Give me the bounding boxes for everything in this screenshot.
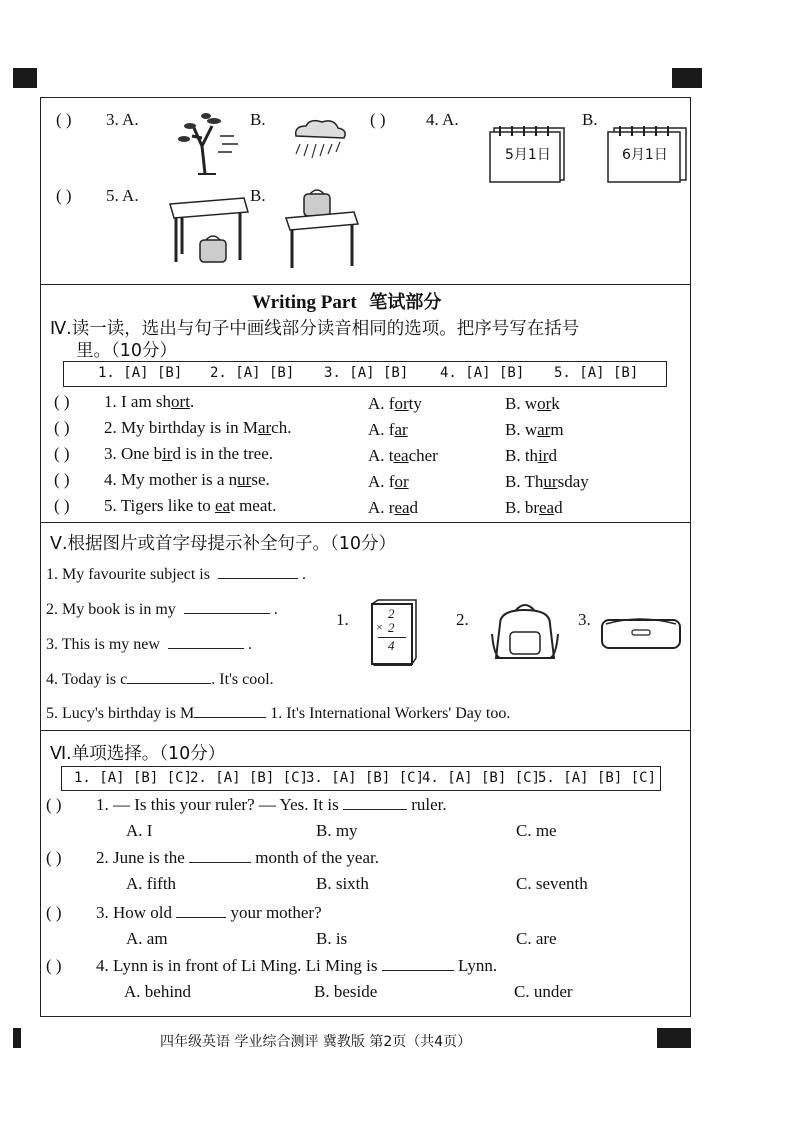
phonics-option-a	[368, 446, 438, 466]
option-b-start: B. br	[505, 498, 539, 517]
choice-question-end: your mother?	[230, 903, 322, 922]
section6-heading: Ⅵ.单项选择。（10分）	[50, 744, 226, 764]
option-a-end: d	[409, 498, 419, 517]
phonics-paren[interactable]: ( )	[54, 392, 70, 411]
phonics-sentence	[104, 470, 270, 490]
fill-sentence-1	[46, 566, 306, 584]
choice-paren[interactable]: ( )	[46, 903, 62, 922]
choice-slot-1[interactable]: 1. [A] [B] [C]	[74, 770, 193, 786]
book-math-op: ×	[376, 620, 383, 634]
phonics-sentence-end: ch.	[271, 418, 292, 437]
fill-blank-5[interactable]	[194, 716, 266, 718]
choice-question	[96, 956, 497, 976]
phonics-sentence	[104, 392, 194, 412]
answer-slot-5[interactable]: 5. [A] [B]	[554, 365, 639, 381]
phonics-underlined: ea	[215, 496, 231, 515]
choice-option-c: C. under	[514, 982, 573, 1001]
q3-option-b: B.	[250, 110, 266, 129]
bag-on-desk-icon	[282, 190, 364, 270]
choice-option-b: B. my	[316, 821, 358, 840]
option-b-end: k	[551, 394, 560, 413]
q5-number: 5. A.	[106, 186, 139, 205]
phonics-option-b	[505, 498, 563, 518]
phonics-underlined: ur	[237, 470, 252, 489]
fill-sentence-3	[46, 636, 252, 654]
choice-question-text: 4. Lynn is in front of Li Ming. Li Ming is	[96, 956, 378, 975]
choice-question-end: Lynn.	[457, 956, 498, 975]
phonics-underlined: ir	[162, 444, 173, 463]
phonics-sentence	[104, 444, 273, 464]
fill-sentence-4-text: 4. Today is c	[46, 671, 128, 688]
choice-option-c: C. seventh	[516, 874, 588, 893]
phonics-option-b	[505, 420, 564, 440]
option-a-underlined: ea	[394, 498, 410, 517]
answer-slot-3[interactable]: 3. [A] [B]	[324, 365, 409, 381]
choice-option-a: A. I	[126, 821, 153, 840]
calendar-b-date: 6月1日	[622, 147, 668, 163]
fill-blank-2[interactable]	[184, 612, 270, 614]
fill-sentence-3-end: .	[247, 636, 252, 653]
phonics-option-b	[505, 472, 589, 492]
fill-sentence-2-end: .	[273, 601, 278, 618]
fill-blank-4[interactable]	[127, 682, 211, 684]
phonics-sentence-start: 3. One b	[104, 444, 163, 463]
fill-sentence-1-text: 1. My favourite subject is	[46, 566, 210, 583]
option-a-underlined: ea	[393, 446, 409, 465]
phonics-underlined: ort	[171, 392, 190, 411]
phonics-sentence-start: 1. I am sh	[104, 392, 172, 411]
q4-option-b: B.	[582, 110, 598, 129]
phonics-paren[interactable]: ( )	[54, 496, 70, 515]
option-b-underlined: ir	[538, 446, 549, 465]
choice-slot-2[interactable]: 2. [A] [B] [C]	[190, 770, 309, 786]
choice-paren[interactable]: ( )	[46, 795, 62, 814]
fill-sentence-4-end: . It's cool.	[211, 671, 274, 688]
option-b-underlined: or	[537, 394, 552, 413]
phonics-sentence-start: 5. Tigers like to	[104, 496, 215, 515]
option-a-underlined: or	[394, 394, 409, 413]
option-b-end: d	[554, 498, 563, 517]
book-math-result: 4	[388, 638, 395, 653]
divider-writing	[40, 284, 691, 285]
section4-heading: Ⅳ.读一读，选出与句子中画线部分读音相同的选项。把序号写在括号	[50, 319, 580, 339]
phonics-option-b	[505, 446, 557, 466]
choice-option-b: B. is	[316, 929, 348, 948]
fill-sentence-2	[46, 601, 278, 619]
answer-slot-1[interactable]: 1. [A] [B]	[98, 365, 183, 381]
windy-tree-icon	[172, 106, 242, 176]
phonics-paren[interactable]: ( )	[54, 470, 70, 489]
choice-question	[96, 848, 379, 868]
answer-slot-4[interactable]: 4. [A] [B]	[440, 365, 525, 381]
option-b-underlined: ar	[537, 420, 551, 439]
phonics-paren[interactable]: ( )	[54, 418, 70, 437]
option-b-start: B. w	[505, 420, 538, 439]
choice-slot-5[interactable]: 5. [A] [B] [C]	[538, 770, 657, 786]
choice-option-a: A. am	[126, 929, 168, 948]
phonics-sentence-start: 2. My birthday is in M	[104, 418, 258, 437]
choice-paren[interactable]: ( )	[46, 848, 62, 867]
choice-option-a: A. behind	[124, 982, 192, 1001]
q5-option-b: B.	[250, 186, 266, 205]
option-a-underlined: or	[394, 472, 409, 491]
choice-slot-3[interactable]: 3. [A] [B] [C]	[306, 770, 425, 786]
phonics-sentence-end: .	[189, 392, 195, 411]
schoolbag-icon	[490, 604, 560, 664]
section5-heading: Ⅴ.根据图片或首字母提示补全句子。（10分）	[50, 534, 397, 554]
choice-question-text: 2. June is the	[96, 848, 185, 867]
fill-sentence-4	[46, 671, 274, 689]
fill-sentence-1-end: .	[301, 566, 306, 583]
choice-paren[interactable]: ( )	[46, 956, 62, 975]
book-math-a: 2	[388, 606, 395, 621]
book-math-b: 2	[388, 620, 395, 635]
choice-question-end: month of the year.	[255, 848, 379, 867]
option-a-start: A. f	[368, 472, 395, 491]
divider-section6	[40, 730, 691, 731]
section4-heading-cont: 里。（10分）	[76, 341, 178, 361]
registration-mark-bottom-left	[13, 1028, 21, 1048]
answer-slot-2[interactable]: 2. [A] [B]	[210, 365, 295, 381]
phonics-underlined: ar	[257, 418, 272, 437]
choice-option-b: B. beside	[314, 982, 378, 1001]
option-b-start: B. th	[505, 446, 539, 465]
choice-question	[96, 903, 322, 923]
phonics-sentence-end: t meat.	[230, 496, 277, 515]
phonics-option-a	[368, 420, 408, 440]
pencil-box-icon	[598, 612, 684, 652]
q4-paren[interactable]: ( )	[370, 110, 386, 129]
picture-label-3: 3.	[578, 610, 591, 629]
phonics-sentence	[104, 418, 291, 438]
rain-cloud-icon	[290, 118, 350, 168]
picture-label-1: 1.	[336, 610, 349, 629]
choice-option-b: B. sixth	[316, 874, 369, 893]
phonics-option-a	[368, 394, 422, 414]
q5-paren[interactable]: ( )	[56, 186, 72, 205]
option-a-start: A. f	[368, 420, 395, 439]
phonics-option-a	[368, 472, 409, 492]
picture-label-2: 2.	[456, 610, 469, 629]
fill-sentence-5-text: 5. Lucy's birthday is M	[46, 705, 195, 722]
choice-option-c: C. are	[516, 929, 557, 948]
option-b-end: sday	[557, 472, 589, 491]
writing-part-title-en: Writing Part	[252, 292, 357, 313]
choice-blank	[176, 916, 226, 918]
registration-mark-top-left	[13, 68, 37, 88]
choice-blank	[343, 808, 407, 810]
option-b-end: m	[550, 420, 564, 439]
option-a-end: cher	[408, 446, 438, 465]
fill-sentence-5-end: 1. It's International Workers' Day too.	[270, 705, 511, 722]
fill-sentence-5	[46, 705, 510, 723]
choice-question	[96, 795, 447, 815]
q3-number: 3. A.	[106, 110, 139, 129]
fill-blank-3[interactable]	[168, 647, 244, 649]
phonics-option-b	[505, 394, 560, 414]
option-b-underlined: ea	[539, 498, 555, 517]
option-b-start: B. w	[505, 394, 538, 413]
calendar-a-date: 5月1日	[505, 147, 551, 163]
registration-mark-bottom-right	[657, 1028, 691, 1048]
phonics-paren[interactable]: ( )	[54, 444, 70, 463]
option-a-start: A. f	[368, 394, 395, 413]
option-b-underlined: ur	[543, 472, 558, 491]
fill-sentence-2-text: 2. My book is in my	[46, 601, 176, 618]
writing-part-title-cn: 笔试部分	[369, 292, 442, 313]
choice-question-text: 3. How old	[96, 903, 173, 922]
fill-blank-1[interactable]	[218, 577, 298, 579]
choice-blank	[382, 969, 454, 971]
q3-paren[interactable]: ( )	[56, 110, 72, 129]
choice-question-text: 1. — Is this your ruler? — Yes. It is	[96, 795, 339, 814]
phonics-sentence-start: 4. My mother is a n	[104, 470, 238, 489]
choice-question-end: ruler.	[411, 795, 447, 814]
divider-section5	[40, 522, 691, 523]
registration-mark-top-right	[672, 68, 702, 88]
fill-sentence-3-text: 3. This is my new	[46, 636, 160, 653]
phonics-option-a	[368, 498, 418, 518]
phonics-sentence	[104, 496, 276, 516]
option-b-start: B. Th	[505, 472, 544, 491]
page-footer: 四年级英语 学业综合测评 冀教版 第2页（共4页）	[160, 1034, 472, 1050]
choice-slot-4[interactable]: 4. [A] [B] [C]	[422, 770, 541, 786]
choice-option-a: A. fifth	[126, 874, 177, 893]
choice-option-c: C. me	[516, 821, 557, 840]
phonics-sentence-end: se.	[251, 470, 270, 489]
option-a-start: A. r	[368, 498, 395, 517]
writing-part-title	[252, 288, 441, 314]
section4-answer-box	[63, 361, 667, 387]
bag-under-desk-icon	[166, 194, 250, 266]
option-a-underlined: ar	[394, 420, 408, 439]
choice-blank	[189, 861, 251, 863]
phonics-sentence-end: d is in the tree.	[172, 444, 274, 463]
q4-number: 4. A.	[426, 110, 459, 129]
option-b-end: d	[548, 446, 557, 465]
option-a-start: A. t	[368, 446, 394, 465]
section6-answer-box	[61, 766, 661, 791]
option-a-end: ty	[408, 394, 422, 413]
